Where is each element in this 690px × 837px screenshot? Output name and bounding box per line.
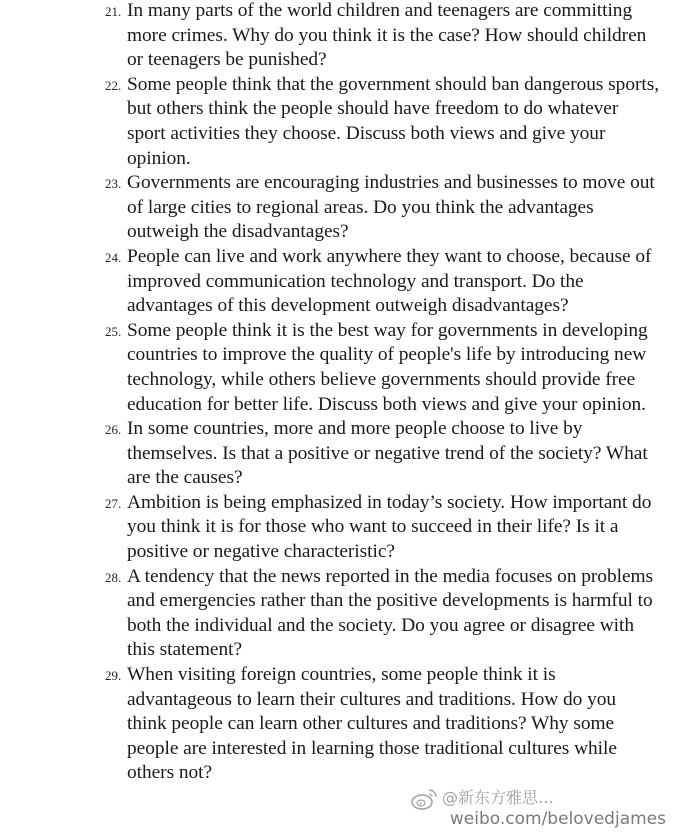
question-number: 28. (105, 569, 122, 585)
question-number: 23. (105, 176, 122, 192)
weibo-logo-icon (410, 787, 438, 811)
question-item-26 (0, 417, 690, 491)
question-text: In some countries, more and more people choose to live by themselves. Is that a positive or negative trend of the society? What are the causes? (127, 418, 648, 489)
question-number: 26. (105, 422, 122, 438)
question-text: Some people think that the government should ban dangerous sports, but others think the people should have freedom to do whatever sport activities they choose. Discuss both views and give your opinion. (127, 73, 660, 169)
question-item-23 (0, 171, 690, 245)
question-text: When visiting foreign countries, some people think it is advantageous to learn their cultures and traditions. How do you think people can learn other cultures and traditions? Why some people are interested in learning those traditional cultures while others not? (127, 664, 617, 784)
question-item-22 (0, 73, 690, 171)
question-text: Ambition is being emphasized in today’s society. How important do you think it is for those who want to succeed in their life? Is it a positive or negative characteristic? (127, 491, 652, 563)
question-number: 27. (105, 495, 122, 511)
question-item-29 (0, 663, 690, 786)
question-number: 24. (105, 249, 122, 265)
watermark-url: weibo.com/belovedjames (449, 809, 666, 829)
question-text: Some people think it is the best way for governments in developing countries to improve the quality of people's life by introducing new technology, while others believe governments should provide free education for better life. Discuss both views and give your opinion. (127, 319, 648, 415)
question-number: 22. (105, 77, 122, 93)
question-text: People can live and work anywhere they want to choose, because of improved communication technology and transport. Do the advantages of this development outweigh disadvantages? (127, 245, 652, 317)
question-number: 29. (105, 668, 122, 684)
question-item-24 (0, 245, 690, 319)
question-item-28 (0, 565, 690, 663)
question-number: 25. (105, 323, 122, 339)
question-number: 21. (105, 4, 122, 19)
watermark-account-name: @新东方雅思… (442, 788, 555, 807)
question-text: Governments are encouraging industries and businesses to move out of large cities to regional areas. Do you think the advantages outweigh the disadvantages? (127, 172, 655, 243)
question-item-25 (0, 319, 690, 417)
question-text: A tendency that the news reported in the media focuses on problems and emergencies rather than the positive developments is harmful to both the individual and the society. Do you agree or disagree with this statement? (127, 565, 654, 661)
question-item-27 (0, 491, 690, 565)
weibo-watermark (392, 787, 672, 835)
question-text: In many parts of the world children and teenagers are committing more crimes. Why do you think it is the case? How should children or teenagers be punished? (127, 0, 647, 71)
question-item-21 (0, 0, 690, 73)
